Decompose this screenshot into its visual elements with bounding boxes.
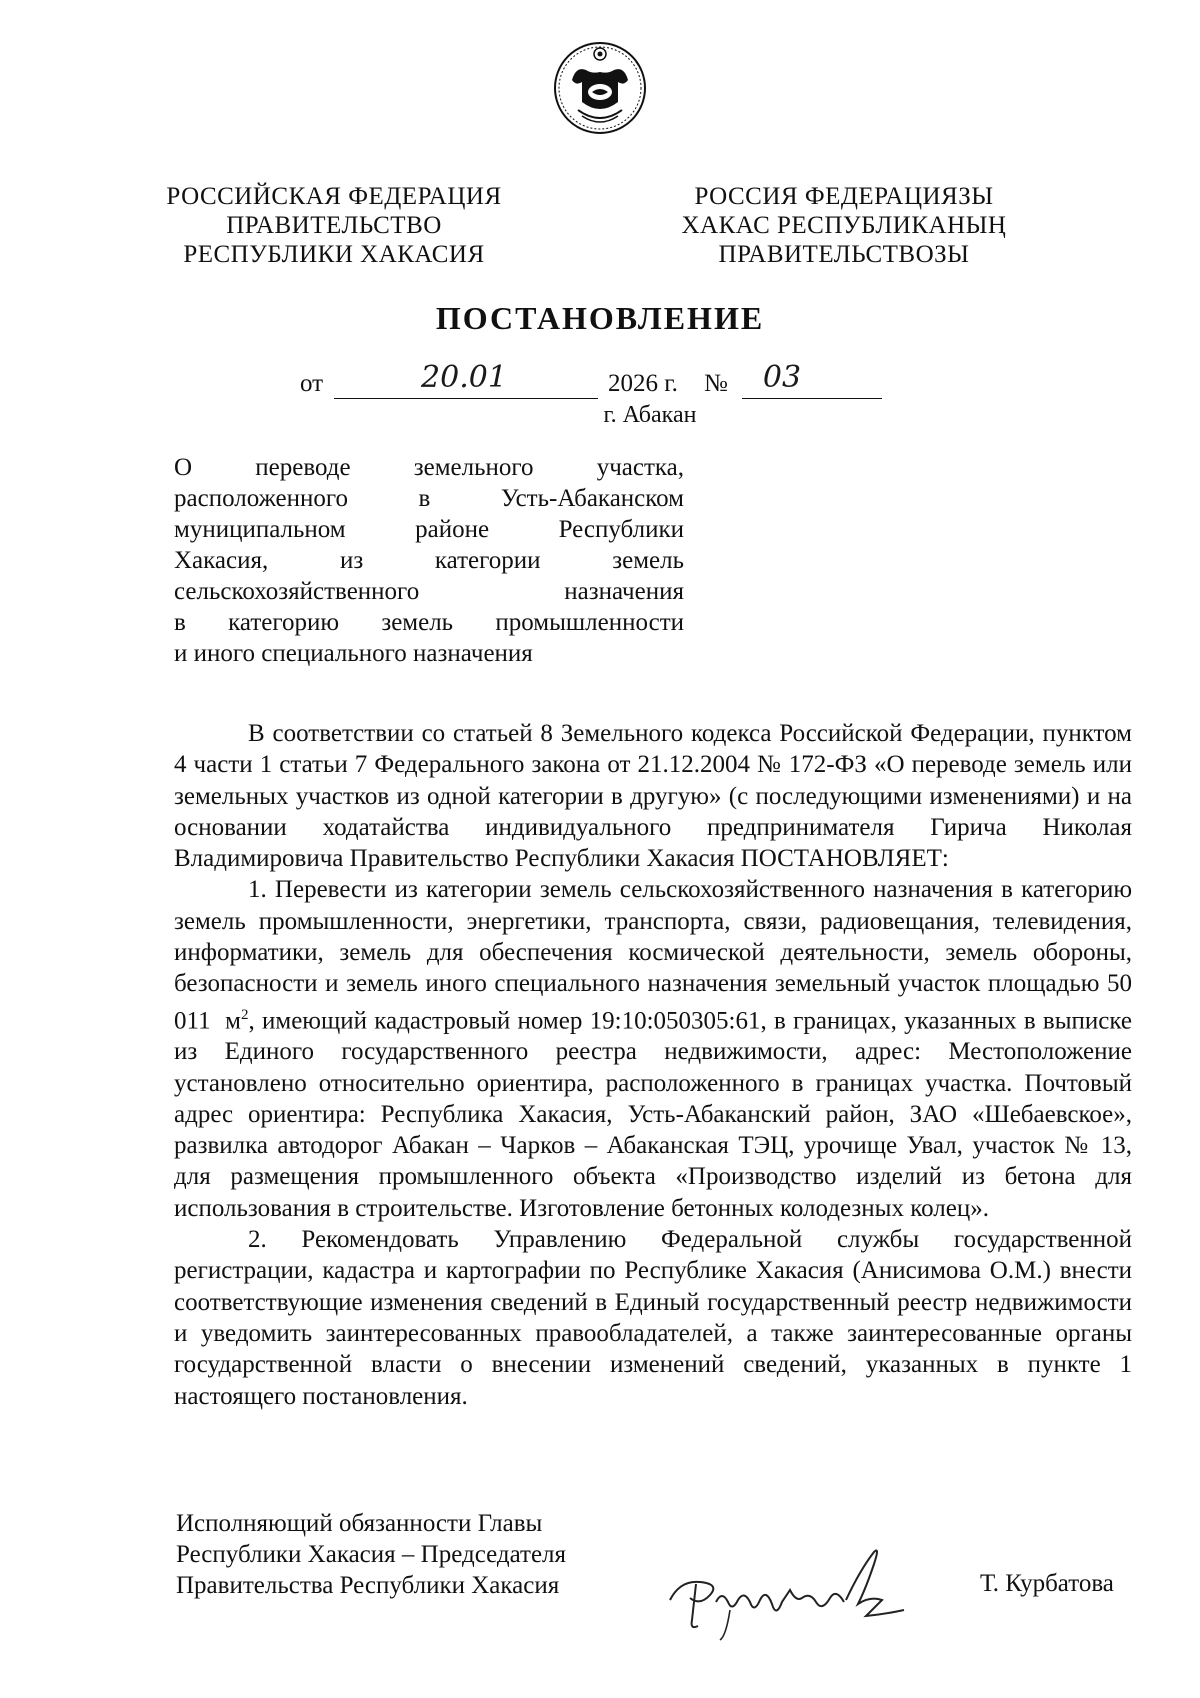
number-field [742,360,882,399]
number-label: № [704,370,728,397]
handwritten-signature [660,1540,920,1650]
header-left-line2: ПРАВИТЕЛЬСТВО [226,212,442,239]
preamble-paragraph: В соответствии со статьей 8 Земельного кодекса Российской Федерации, пунктом 4 части 1 статьи 7 Федерального закона от 21.12.2004 № 172-ФЗ «О переводе земель или земельных участков из одной категории в другую» (с последующими изменениями) и на основании ходатайства индивидуального предпринимателя Гирича Николая Владимировича Правительство Республики Хакасия ПОСТАНОВЛЯЕТ: [174,720,1132,873]
area-unit-power: 2 [240,1006,249,1023]
header-right-line1: РОССИЯ ФЕДЕРАЦИЯЗЫ [694,183,994,210]
subject-line: Хакасия, из категории земель [174,547,684,574]
subject-line: муниципальном районе Республики [174,516,684,543]
signatory-position-line3: Правительства Республики Хакасия [176,1572,560,1599]
header-right-line2: ХАКАС РЕСПУБЛИКАНЫҢ [681,212,1007,239]
header-left-line1: РОССИЙСКАЯ ФЕДЕРАЦИЯ [166,183,502,210]
subject-line: и иного специального назначения [174,640,533,667]
header-left [124,182,544,269]
subject-line: в категорию земель промышленности [174,609,684,636]
from-label: от [300,370,324,397]
area-unit: м [225,1007,241,1034]
document-body [174,718,1132,1412]
header-left-line3: РЕСПУБЛИКИ ХАКАСИЯ [183,241,485,268]
item-1-text-a: 1. Перевести из категории земель сельскохозяйственного назначения в категорию земель промышленности, энергетики, транспорта, связи, радиовещания, телевидения, информатики, земель для обеспечения космической деятельности, земель обороны, безопасности и земель иного специального назначения земельный участок площадью 50 011 [174,876,1132,1034]
date-field [334,360,598,399]
city: г. Абакан [603,402,697,428]
year-label: 2026 г. [608,370,678,397]
document-title: ПОСТАНОВЛЕНИЕ [435,300,765,336]
date-handwritten: 20.01 [421,360,507,395]
header-right-line3: ПРАВИТЕЛЬСТВОЗЫ [718,241,970,268]
signatory-position-line2: Республики Хакасия – Председателя [176,1541,567,1568]
date-number-line [300,360,900,402]
subject-line: расположенного в Усть-Абаканском [174,485,684,512]
signature-title-block [176,1508,596,1601]
coat-of-arms-emblem [552,40,648,136]
subject-block [174,452,684,669]
signatory-position-line1: Исполняющий обязанности Главы [176,1510,543,1537]
header-right [634,182,1054,269]
item-1-paragraph [174,874,1132,1224]
number-handwritten: 03 [762,360,802,395]
subject-line: О переводе земельного участка, [174,454,684,481]
item-2-paragraph: 2. Рекомендовать Управлению Федеральной службы государственной регистрации, кадастра и картографии по Республике Хакасия (Анисимова О.М.) внести соответствующие изменения сведений в Единый государственный реестр недвижимости и уведомить заинтересованных правообладателей, а также заинтересованные органы государственной власти о внесении изменений сведений, указанных в пункте 1 настоящего постановления. [174,1226,1132,1410]
signer-name: Т. Курбатова [980,1570,1114,1597]
subject-line: сельскохозяйственного назначения [174,578,684,605]
item-1-text-b: , имеющий кадастровый номер 19:10:050305:61, в границах, указанных в выписке из Единого государственного реестра недвижимости, адрес: Местоположение установлено относительно ориентира, расположенного в границах участка. Почтовый адрес ориентира: Республика Хакасия, Усть-Абаканский район, ЗАО «Шебаевское», развилка автодорог Абакан – Чарков – Абаканская ТЭЦ, урочище Увал, участок № 13, для размещения промышленного объекта «Производство изделий из бетона для использования в строительстве. Изготовление бетонных колодезных колец». [174,1007,1133,1222]
